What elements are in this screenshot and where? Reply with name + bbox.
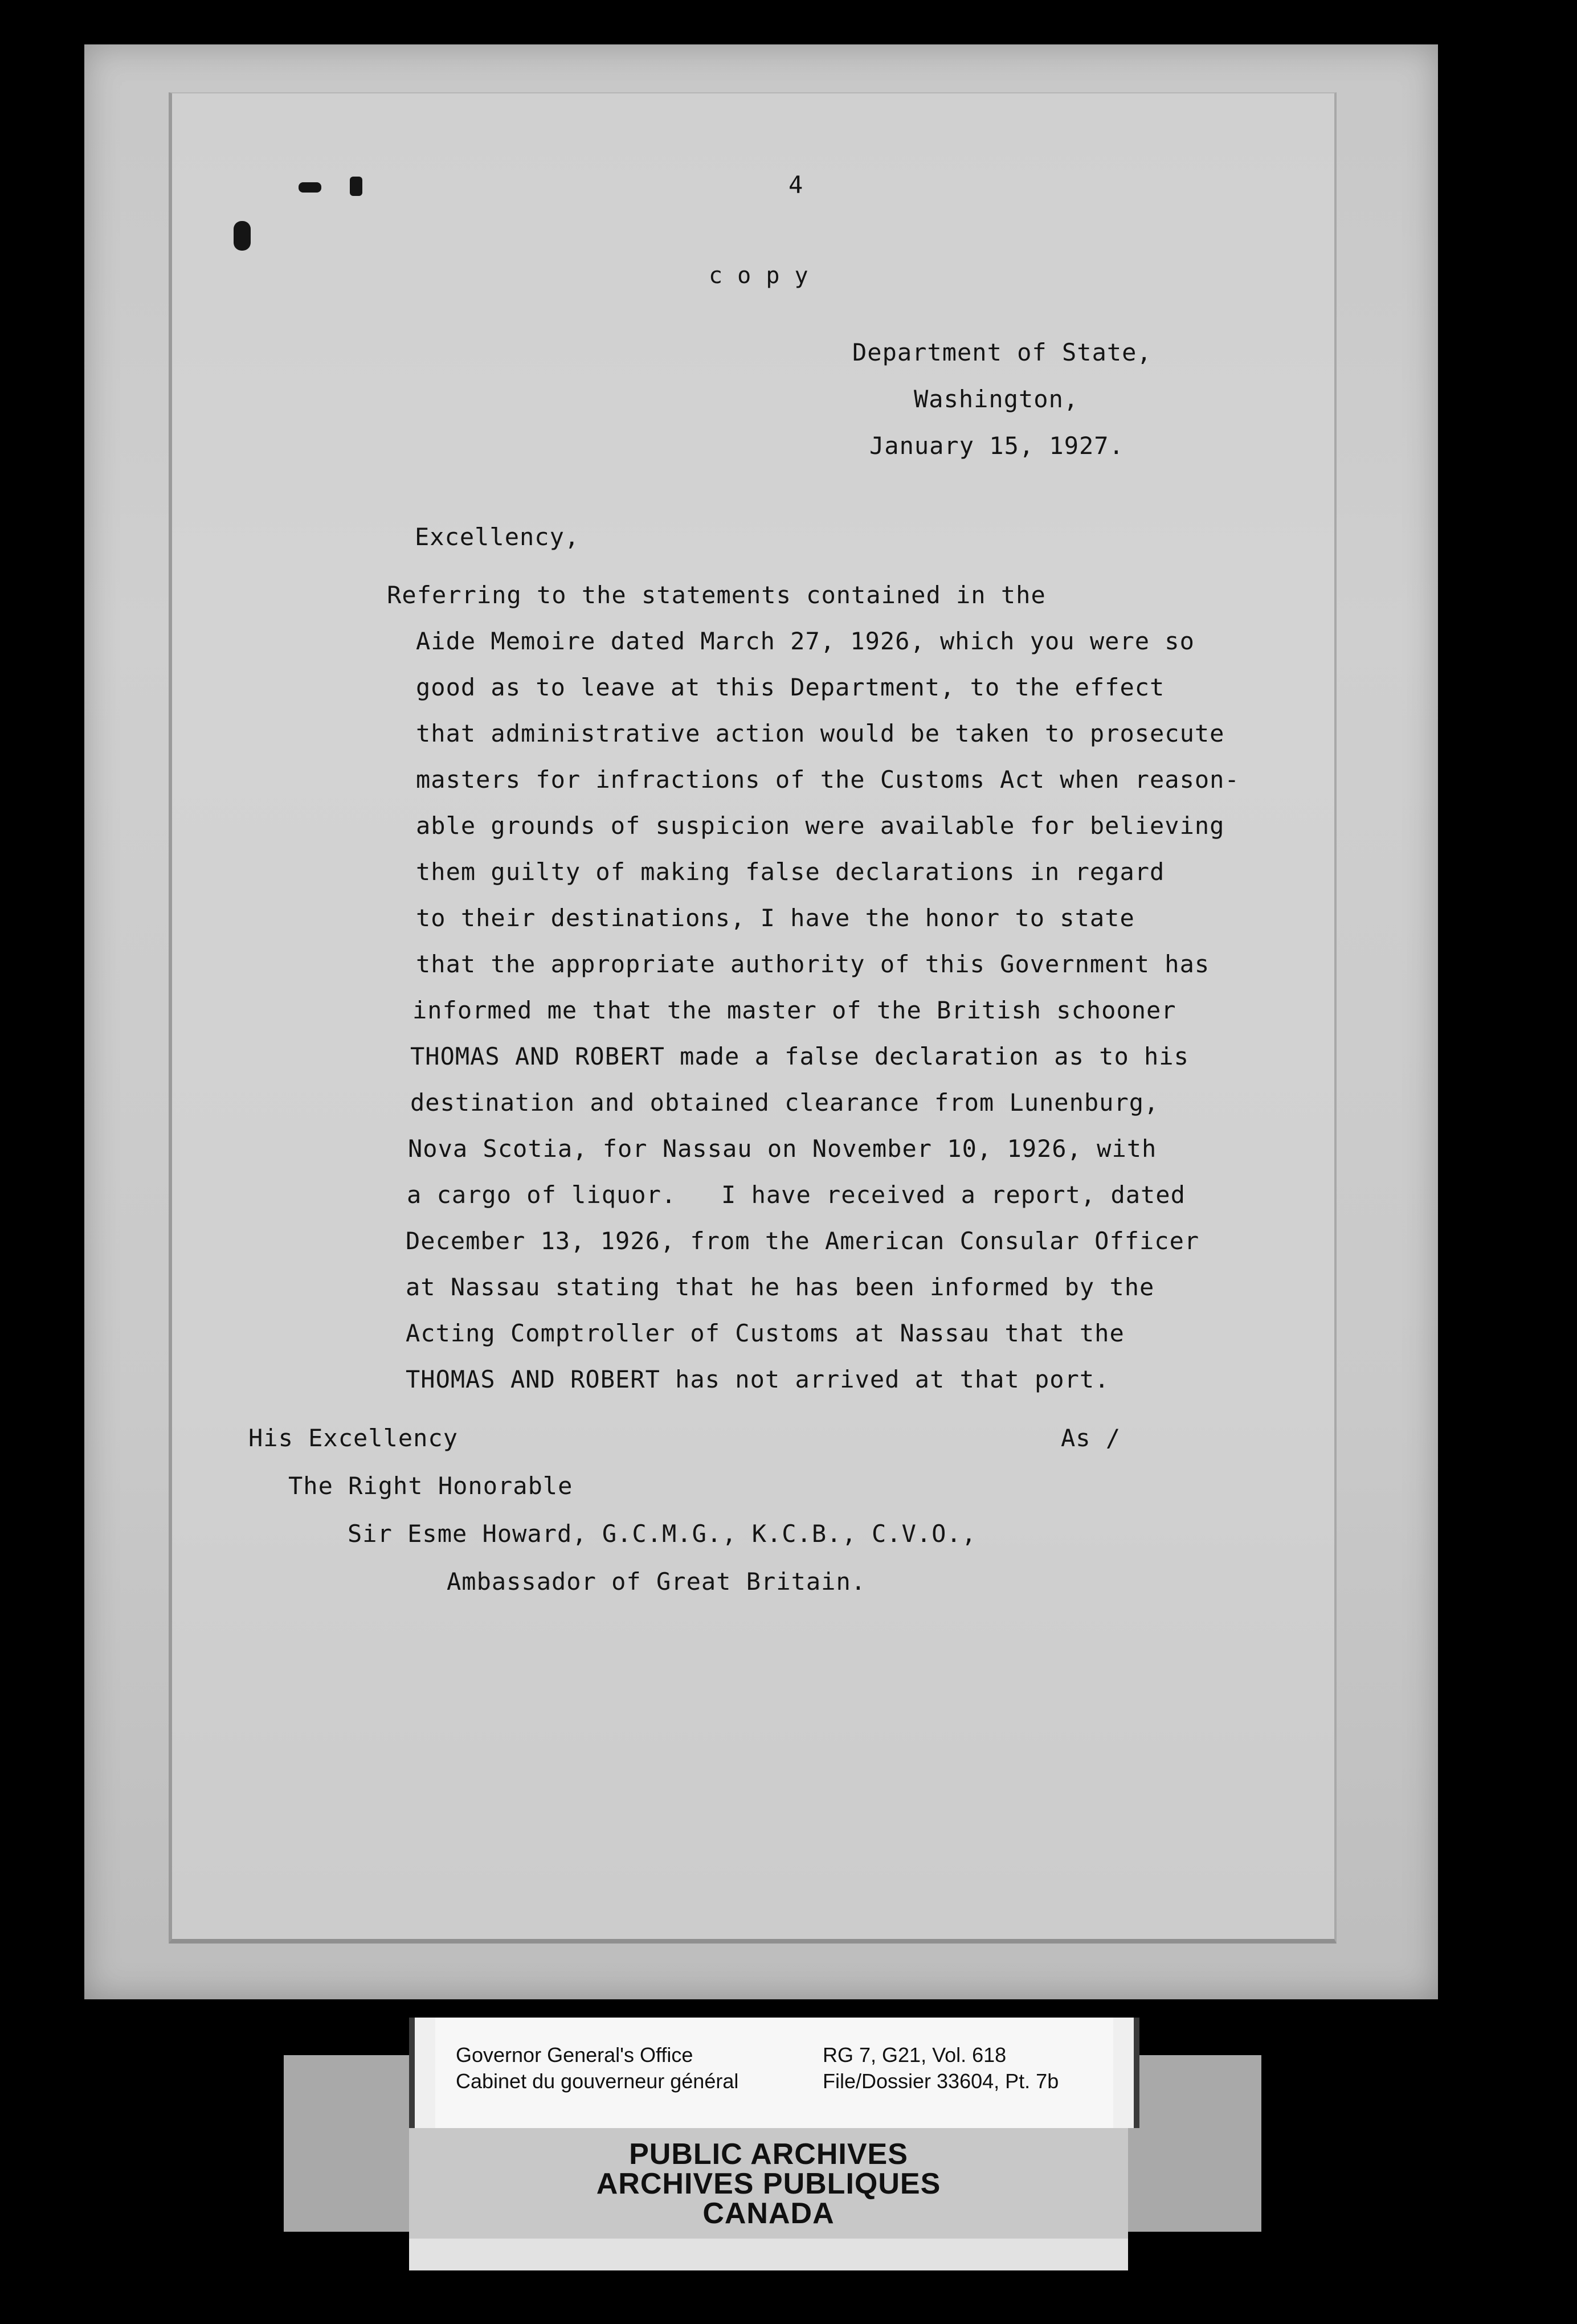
body-line: a cargo of liquor. I have received a report, dated	[407, 1181, 1186, 1209]
clip-mark	[299, 182, 321, 193]
archive-reference-label	[409, 2018, 1139, 2128]
stamp-line-3: CANADA	[702, 2197, 835, 2230]
sender-department: Department of State,	[852, 338, 1152, 366]
body-line: Nova Scotia, for Nassau on November 10, 1926, with	[408, 1135, 1157, 1163]
stamp-stripe	[409, 2239, 1128, 2270]
file-dossier: File/Dossier 33604, Pt. 7b	[823, 2069, 1059, 2093]
addressee-line-4: Ambassador of Great Britain.	[447, 1568, 867, 1595]
sender-city: Washington,	[914, 385, 1079, 413]
body-line: destination and obtained clearance from Lunenburg,	[410, 1089, 1159, 1116]
punch-hole-mark	[234, 221, 251, 251]
record-group: RG 7, G21, Vol. 618	[823, 2043, 1007, 2067]
body-line: December 13, 1926, from the American Consular Officer	[406, 1227, 1200, 1255]
body-line: at Nassau stating that he has been informed by the	[406, 1273, 1155, 1301]
page-number: 4	[788, 171, 804, 199]
body-line: to their destinations, I have the honor to state	[416, 904, 1135, 932]
copy-label: c o p y	[709, 263, 809, 289]
body-line: informed me that the master of the British schooner	[412, 996, 1176, 1024]
office-french: Cabinet du gouverneur général	[456, 2069, 739, 2093]
body-line: them guilty of making false declarations in regard	[416, 858, 1165, 886]
body-line: that the appropriate authority of this Government has	[416, 950, 1210, 978]
body-line: Aide Memoire dated March 27, 1926, which you were so	[416, 627, 1195, 655]
archives-stamp	[409, 2128, 1128, 2270]
stamp-line-2: ARCHIVES PUBLIQUES	[596, 2167, 941, 2200]
letter-date: January 15, 1927.	[869, 432, 1124, 460]
addressee-line-2: The Right Honorable	[288, 1472, 573, 1500]
body-line: THOMAS AND ROBERT has not arrived at that port.	[406, 1365, 1110, 1393]
body-line: good as to leave at this Department, to the effect	[416, 673, 1165, 701]
body-line: that administrative action would be taken to prosecute	[416, 719, 1225, 747]
salutation: Excellency,	[415, 523, 580, 551]
body-line: THOMAS AND ROBERT made a false declaration as to his	[410, 1042, 1189, 1070]
body-line: able grounds of suspicion were available for believing	[416, 812, 1225, 840]
clip-mark	[350, 177, 362, 196]
addressee-line-1: His Excellency	[248, 1424, 459, 1452]
body-line: Referring to the statements contained in the	[327, 581, 1046, 609]
body-line: masters for infractions of the Customs Act when reason-	[416, 766, 1240, 793]
body-line: Acting Comptroller of Customs at Nassau that the	[406, 1319, 1125, 1347]
addressee-line-3: Sir Esme Howard, G.C.M.G., K.C.B., C.V.O.,	[348, 1520, 977, 1548]
stamp-line-1: PUBLIC ARCHIVES	[629, 2138, 908, 2171]
letter-body	[327, 572, 1240, 1402]
office-english: Governor General's Office	[456, 2043, 693, 2067]
label-card	[435, 2018, 1113, 2128]
continuation-marker: As /	[1061, 1424, 1121, 1452]
